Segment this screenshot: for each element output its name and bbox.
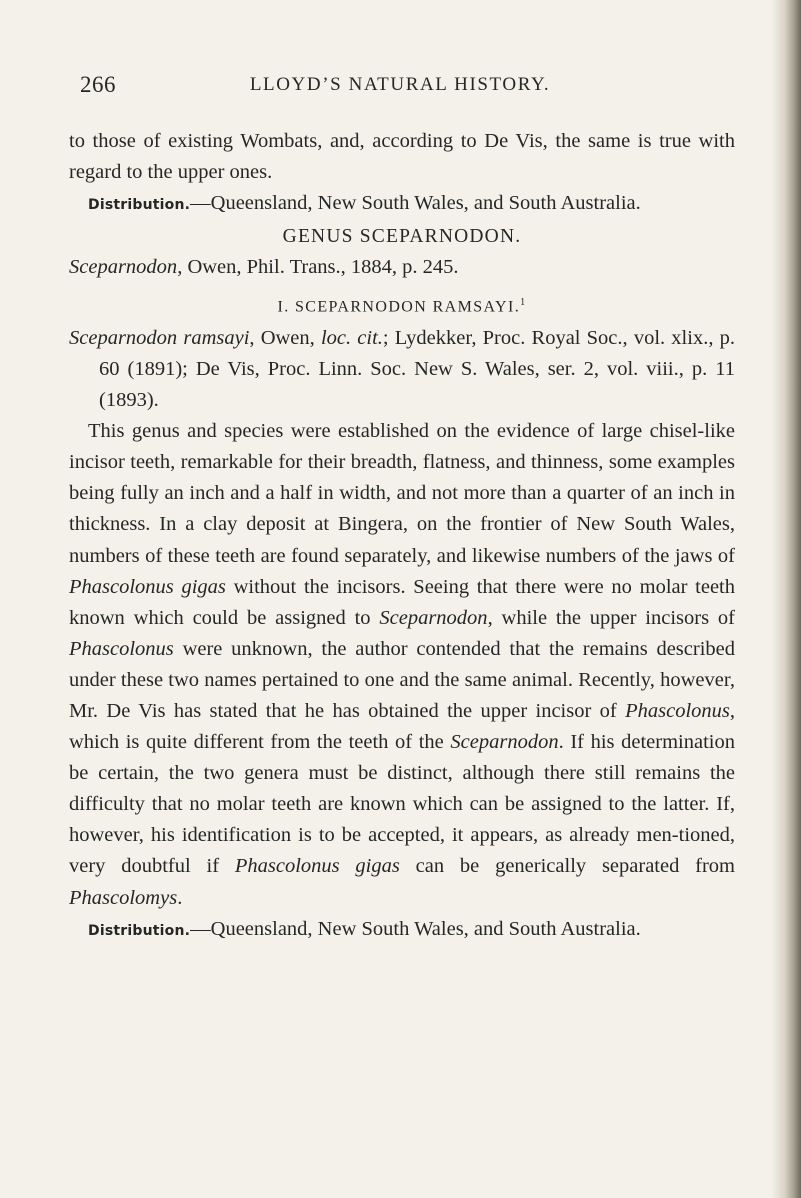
main-text-4: were unknown, the author contended that the remains described under these two names pertained to one and the same animal. Recently, however, Mr. De Vis has stated that he has obtained the upper incisor of — [69, 637, 735, 723]
main-text-3: , while the upper incisors of — [487, 606, 735, 629]
main-taxon-7: Phascolomys — [69, 886, 178, 909]
running-title: LLOYD’S NATURAL HISTORY. — [249, 74, 551, 95]
distribution-label-2: Distribution. — [88, 922, 191, 939]
distribution-paragraph-2 — [69, 914, 735, 947]
main-taxon-5: Sceparnodon — [450, 731, 559, 754]
continuation-paragraph: to those of existing Wombats, and, according to De Vis, the same is true with regard to the upper ones. — [69, 130, 735, 184]
main-taxon-2: Sceparnodon — [379, 606, 488, 629]
page-body — [69, 126, 735, 947]
synonymy-text-1: , Owen, — [249, 326, 321, 349]
main-taxon-4: Phascolonus — [625, 700, 730, 723]
main-text-5: , which is quite different from the teeth of the — [69, 700, 735, 754]
synonymy-name: Sceparnodon ramsayi — [69, 326, 250, 349]
main-taxon-6: Phascolonus gigas — [234, 855, 400, 878]
distribution-text: —Queensland, New South Wales, and South Australia. — [190, 192, 641, 215]
genus-ref-name: Sceparnodon — [69, 256, 178, 279]
genus-reference — [69, 252, 735, 283]
species-heading — [69, 287, 735, 322]
synonymy-paragraph — [69, 323, 735, 416]
main-text-1: This genus and species were established on the evidence of large chisel-like incisor teeth, remarkable for their breadth, flatness, and thinness, some examples being fully an inch and a half in width, and not more than a quarter of an inch in thickness. In a clay deposit at Bingera, on the frontier of New South Wales, numbers of these teeth are found separately, and likewise numbers of the jaws of — [69, 420, 735, 567]
page-edge-shadow — [771, 0, 801, 1198]
synonymy-text-2: ; Lydekker, Proc. Royal Soc., vol. xlix., p. 60 (1891); De Vis, Proc. Linn. Soc. New S. Wales, ser. 2, vol. viii., p. 11 (1893). — [99, 326, 735, 412]
page-header — [60, 72, 740, 100]
genus-ref-text: , Owen, Phil. Trans., 1884, p. 245. — [177, 256, 459, 279]
main-paragraph — [69, 416, 735, 914]
species-heading-text: I. SCEPARNODON RAMSAYI. — [277, 298, 521, 316]
main-text-8: . — [177, 886, 183, 909]
main-text-2: without the incisors. Seeing that there were no molar teeth known which could be assigned to — [69, 575, 735, 629]
genus-heading: GENUS SCEPARNODON. — [282, 226, 522, 248]
book-page — [60, 0, 740, 1198]
main-taxon-1: Phascolonus gigas — [69, 575, 226, 598]
distribution-paragraph — [69, 188, 735, 221]
main-taxon-3: Phascolonus — [69, 637, 174, 660]
main-text-7: can be generically separated from — [399, 855, 735, 878]
distribution-label: Distribution. — [88, 197, 191, 214]
main-text-6: . If his determination be certain, the two genera must be distinct, although there still remains the difficulty that no molar teeth are known which can be assigned to the latter. If, however, his identification is to be accepted, it appears, as already men-tioned, very doubtful if — [69, 731, 735, 878]
footnote-mark: 1 — [520, 297, 527, 309]
synonymy-loc-cit: loc. cit. — [320, 326, 383, 349]
page-number: 266 — [80, 72, 116, 97]
distribution-text-2: —Queensland, New South Wales, and South Australia. — [190, 917, 641, 940]
